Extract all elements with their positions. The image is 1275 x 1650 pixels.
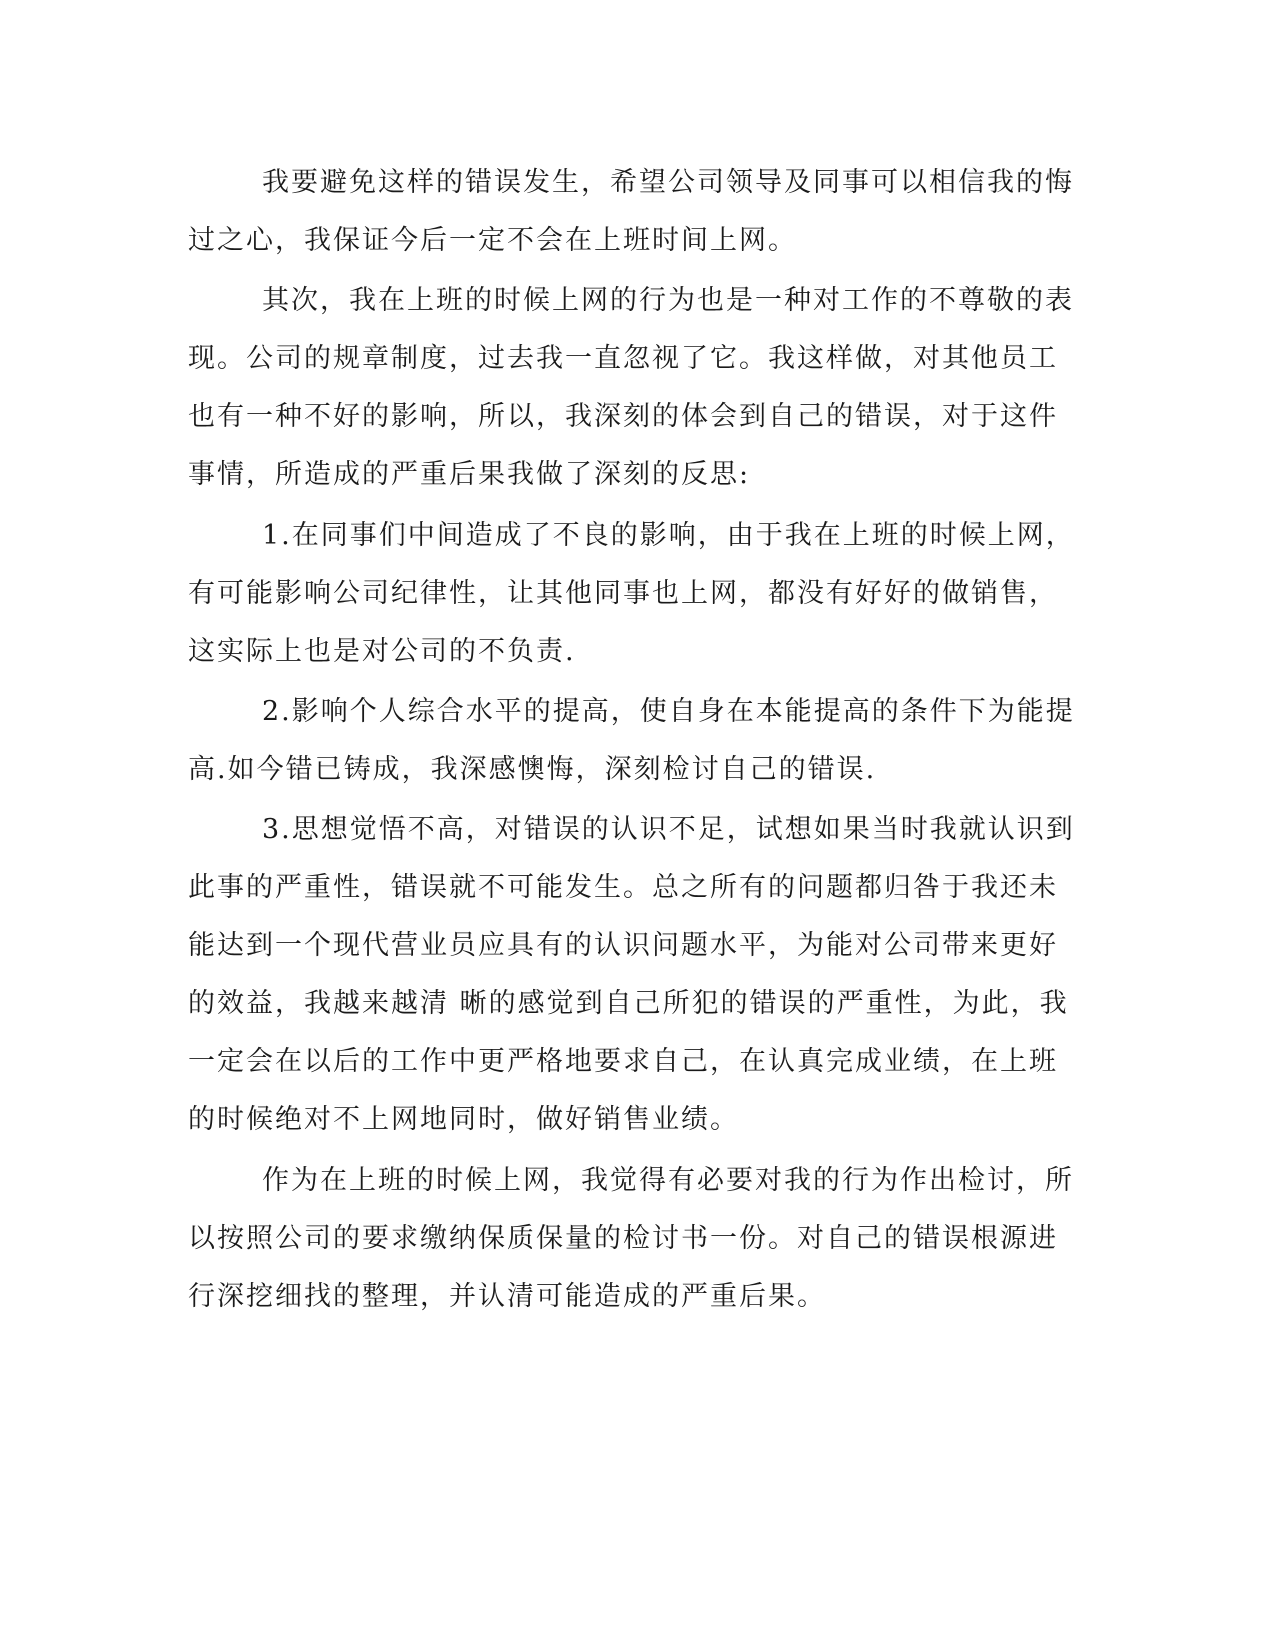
text-line: 2.影响个人综合水平的提高，使自身在本能提高的条件下为能提 xyxy=(262,696,1075,727)
text-line: 此事的严重性，错误就不可能发生。总之所有的问题都归咎于我还未 xyxy=(188,872,1058,903)
text-line: 有可能影响公司纪律性，让其他同事也上网，都没有好好的做销售， xyxy=(188,578,1058,609)
text-line: 的时候绝对不上网地同时，做好销售业绩。 xyxy=(188,1104,739,1135)
text-line: 能达到一个现代营业员应具有的认识问题水平，为能对公司带来更好 xyxy=(188,930,1058,961)
text-line: 的效益，我越来越清 晰的感觉到自己所犯的错误的严重性，为此，我 xyxy=(188,988,1069,1019)
text-line: 3.思想觉悟不高，对错误的认识不足，试想如果当时我就认识到 xyxy=(262,814,1075,845)
text-line: 高.如今错已铸成，我深感懊悔，深刻检讨自己的错误. xyxy=(188,754,877,785)
text-line: 以按照公司的要求缴纳保质保量的检讨书一份。对自己的错误根源进 xyxy=(188,1223,1058,1254)
text-line: 过之心，我保证今后一定不会在上班时间上网。 xyxy=(188,225,797,256)
text-line: 1.在同事们中间造成了不良的影响，由于我在上班的时候上网， xyxy=(262,520,1075,551)
text-line: 其次，我在上班的时候上网的行为也是一种对工作的不尊敬的表 xyxy=(262,285,1074,316)
text-line: 行深挖细找的整理，并认清可能造成的严重后果。 xyxy=(188,1281,826,1312)
text-line: 我要避免这样的错误发生，希望公司领导及同事可以相信我的悔 xyxy=(262,167,1074,198)
text-line: 一定会在以后的工作中更严格地要求自己，在认真完成业绩，在上班 xyxy=(188,1046,1058,1077)
text-line: 事情，所造成的严重后果我做了深刻的反思: xyxy=(188,459,751,490)
text-line: 也有一种不好的影响，所以，我深刻的体会到自己的错误，对于这件 xyxy=(188,401,1058,432)
text-line: 现。公司的规章制度，过去我一直忽视了它。我这样做，对其他员工 xyxy=(188,343,1058,374)
text-line: 这实际上也是对公司的不负责. xyxy=(188,636,576,667)
text-line: 作为在上班的时候上网，我觉得有必要对我的行为作出检讨，所 xyxy=(262,1165,1074,1196)
